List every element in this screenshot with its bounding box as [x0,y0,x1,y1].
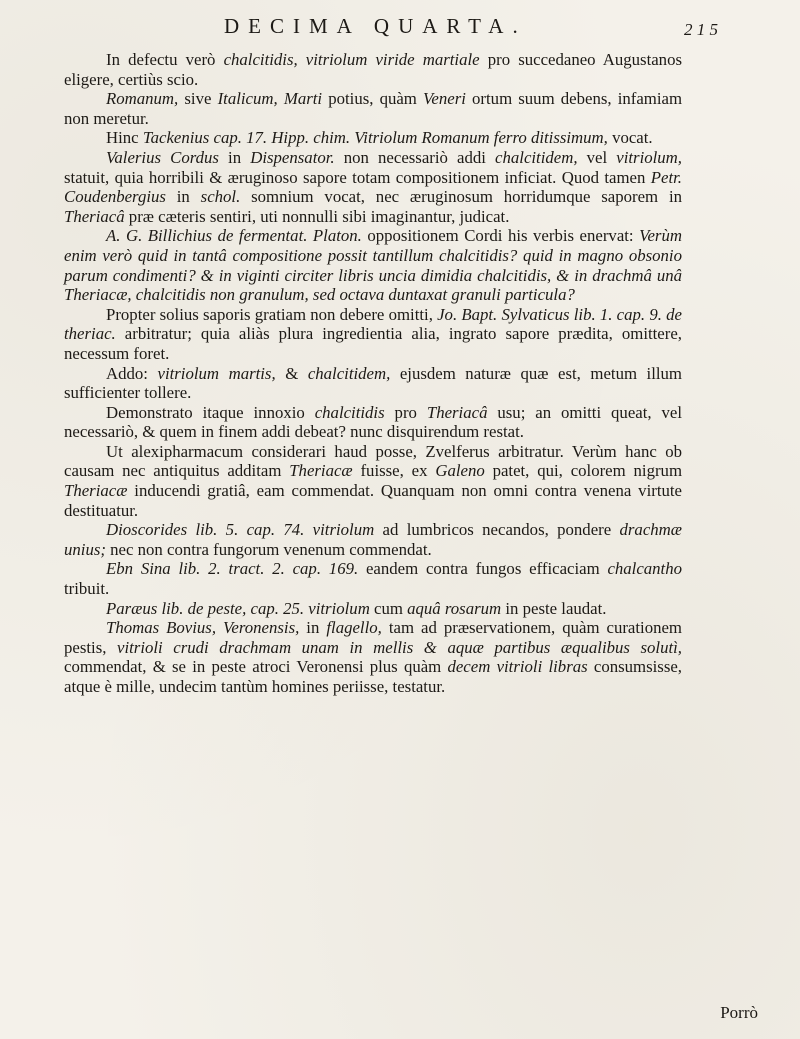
italic-run: chalcitidis, vitriolum viride martiale [223,50,480,69]
running-head: DECIMA QUARTA. [224,14,527,38]
text-run: non necessariò addi [334,147,496,167]
italic-run: drachmæ unius; [64,520,682,559]
italic-run: Theriacæ [289,461,353,481]
italic-run: decem vitrioli libras [447,657,588,677]
paragraph [64,50,682,89]
text-run: oppositionem Cordi his verbis enervat: [361,226,640,246]
text-run: patet, qui, colorem nigrum [484,461,682,481]
paragraph [64,559,682,598]
paragraph [64,89,682,128]
text-run: pro succedaneo Augustanos eligere, certiùs scio. [64,50,682,89]
italic-run: Paræus lib. de peste, cap. 25. vitriolum [106,598,370,618]
italic-run: vitriolum, [616,147,682,167]
text-run: Hinc [106,128,143,148]
italic-run: Theriacæ [64,481,128,501]
italic-run: vitrioli crudi drachmam unam in mellis & aquæ partibus æqualibus solutì, [117,637,682,657]
text-run: somnium vocat, nec æruginosum horridumque saporem in [240,187,682,207]
text-run: In defectu verò [106,50,224,69]
text-run: eandem contra fungos efficaciam [358,559,608,579]
italic-run: Theriacâ [64,206,125,226]
italic-run: Romanum, [106,89,179,109]
text-run: nec non contra fungorum venenum commendat. [105,539,432,559]
text-run: tribuit. [64,579,110,599]
italic-run: Italicum, Marti [217,89,323,109]
text-run: potius, quàm [322,89,424,109]
text-run: pro [384,402,427,422]
italic-run: flagello, [326,618,382,638]
italic-run: Thomas Bovius, Veronensis, [106,618,300,638]
text-run: ejusdem naturæ quæ est, metum illum sufficienter tollere. [64,363,682,403]
text-run: & [275,363,308,383]
paragraph [64,364,682,403]
italic-run: schol. [200,187,241,207]
text-run: in peste laudat. [501,598,607,618]
text-run: commendat, & se in peste atroci Veronensi plus quàm [64,657,448,677]
italic-run: chalcantho [607,559,683,579]
text-run: vel [577,147,617,167]
text-run: cum [369,598,408,618]
italic-run: Ebn Sina lib. 2. tract. 2. cap. 169. [106,559,359,579]
paragraph [64,599,682,619]
text-run: tam ad præservationem, quàm curationem pestis, [64,618,682,657]
italic-run: Jo. Bapt. Sylvaticus lib. 1. cap. 9. de theriac. [64,304,682,344]
text-run: ortum suum debens, infamiam non meretur. [64,89,683,128]
text-run: arbitratur; quia aliàs plura ingredientia alia, ingrato sapore prædita, omittere, necessum foret. [64,324,682,363]
paragraph [64,403,682,442]
italic-run: chalcitidis [314,402,385,422]
body-text [64,50,682,697]
italic-run: aquâ rosarum [407,598,502,618]
text-run: in [218,147,251,167]
italic-run: Petr. Coudenbergius [64,167,682,207]
paragraph [64,226,682,304]
text-run: Addo: [106,363,158,383]
text-run: in [165,187,201,207]
page-number: 2 1 5 [684,20,718,39]
text-run: fuisse, ex [352,461,436,481]
paragraph [64,618,682,696]
text-run: sive [178,89,218,109]
italic-run: Valerius Cordus [106,147,219,167]
italic-run: Verùm enim verò quid in tantâ compositione possit tantillum chalcitidis? quid in magno obsonio parum condimenti? & in viginti circiter libris uncia dimidia chalcitidis, & in drachmâ unâ Theriacæ, chalcitidis non granulum, sed octava duntaxat granuli particula? [64,226,682,305]
italic-run: Veneri [423,89,466,109]
paragraph [64,148,682,226]
text-run: consumsisse, atque è mille, undecim tantùm homines periisse, testatur. [64,657,682,696]
text-run: Ut alexipharmacum considerari haud posse, Zvelferus arbitratur. Verùm hanc ob causam nec antiquitus additam [64,441,682,481]
text-run: inducendi gratiâ, eam commendat. Quanquam non omni contra venena virtute destituatur. [64,481,682,520]
italic-run: Dispensator. [250,147,335,167]
text-run: præ cæteris sentiri, uti nonnulli sibi imaginantur, judicat. [124,206,510,226]
italic-run: vitriolum martis, [157,363,276,383]
italic-run: Theriacâ [426,402,488,422]
italic-run: Galeno [435,461,485,481]
paragraph [64,520,682,559]
catchword: Porrò [720,1003,758,1022]
text-run: Propter solius saporis gratiam non debere omitti, [106,304,438,324]
page-header [64,14,718,50]
italic-run: chalcitidem, [495,147,578,167]
text-run: usu; an omitti queat, vel necessariò, & quem in finem addi debeat? nunc disquirendum restat. [64,402,682,442]
paragraph [64,442,682,520]
text-run: Demonstrato itaque innoxio [106,402,315,422]
text-run: in [299,618,327,638]
paragraph [64,128,682,148]
text-run: ad lumbricos necandos, pondere [374,520,620,540]
italic-run: Dioscorides lib. 5. cap. 74. vitriolum [106,520,375,540]
italic-run: chalcitidem, [307,363,391,383]
text-run: statuit, quia horribili & æruginoso sapore totam compositionem inficiat. Quod tamen [64,167,651,187]
text-run: vocat. [607,128,653,148]
paragraph [64,305,682,364]
italic-run: Tackenius cap. 17. Hipp. chim. Vitriolum Romanum ferro ditissimum, [142,128,608,148]
italic-run: A. G. Billichius de fermentat. Platon. [106,226,362,246]
